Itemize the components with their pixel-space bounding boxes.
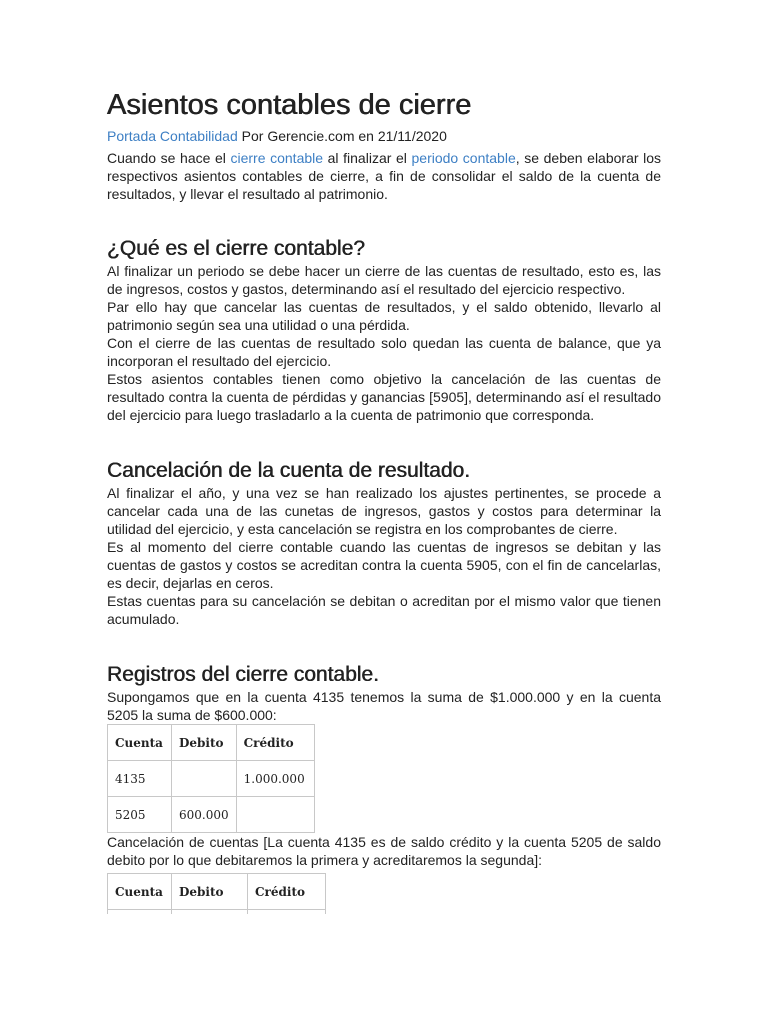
article <box>107 88 661 914</box>
paragraph: Estos asientos contables tienen como objetivo la cancelación de las cuentas de resultado contra la cuenta de pérdidas y ganancias [5905], determinando así el resultado del ejercicio para luego trasladarlo a la cuenta de patrimonio que corresponda. <box>107 371 661 423</box>
paragraph: Con el cierre de las cuentas de resultado solo quedan las cuenta de balance, que ya incorporan el resultado del ejercicio. <box>107 335 661 369</box>
section-heading-cierre: ¿Qué es el cierre contable? <box>107 237 365 260</box>
paragraph: Supongamos que en la cuenta 4135 tenemos la suma de $1.000.000 y en la cuenta 5205 la suma de $600.000: <box>107 689 661 723</box>
ledger-table-1 <box>107 724 315 833</box>
table-row <box>108 797 315 833</box>
byline <box>107 127 661 145</box>
paragraph: Par ello hay que cancelar las cuentas de resultados, y el saldo obtenido, llevarlo al patrimonio según sea una utilidad o una pérdida. <box>107 299 661 333</box>
intro-paragraph <box>107 149 661 203</box>
paragraph: Estas cuentas para su cancelación se debitan o acreditan por el mismo valor que tienen acumulado. <box>107 593 661 627</box>
section-heading-registros: Registros del cierre contable. <box>107 663 379 686</box>
column-header: Cuenta <box>108 725 172 761</box>
table-cell <box>248 910 326 915</box>
column-header: Debito <box>172 725 237 761</box>
column-header: Debito <box>172 874 248 910</box>
section-body-registros <box>107 688 661 914</box>
table-cell: 600.000 <box>172 797 237 833</box>
paragraph: Es al momento del cierre contable cuando las cuentas de ingresos se debitan y las cuentas de gastos y costos se acreditan contra la cuenta 5905, con el fin de cancelarlas, es decir, dejarlas en ceros. <box>107 539 661 591</box>
table-row <box>108 761 315 797</box>
section-body-cancelacion <box>107 484 661 628</box>
column-header: Cuenta <box>108 874 172 910</box>
table-cell <box>172 761 237 797</box>
table-cell <box>236 797 314 833</box>
intro-text-1: Cuando se hace el <box>107 150 231 166</box>
section-heading-cancelacion: Cancelación de la cuenta de resultado. <box>107 459 471 482</box>
table-2-clip <box>107 873 661 914</box>
intro-text-2: al finalizar el <box>323 150 412 166</box>
paragraph: Al finalizar un periodo se debe hacer un cierre de las cuentas de resultado, esto es, las de ingresos, costos y gastos, determinando así el resultado del ejercicio respectivo. <box>107 263 661 297</box>
cierre-contable-link[interactable]: cierre contable <box>230 150 324 166</box>
paragraph: Al finalizar el año, y una vez se han realizado los ajustes pertinentes, se procede a cancelar cada una de las cunetas de ingresos, gastos y costos para determinar la utilidad del ejercicio, y esta cancelación se registra en los comprobantes de cierre. <box>107 485 661 537</box>
table-cell: 1.000.000 <box>236 761 314 797</box>
table-cell <box>108 910 172 915</box>
paragraph: Cancelación de cuentas [La cuenta 4135 es de saldo crédito y la cuenta 5205 de saldo debito por lo que debitaremos la primera y acreditaremos la segunda]: <box>107 834 661 868</box>
category-link[interactable]: Portada Contabilidad <box>107 128 238 144</box>
page-title: Asientos contables de cierre <box>107 89 472 121</box>
ledger-table-2 <box>107 873 326 914</box>
section-body-cierre <box>107 262 661 424</box>
column-header: Crédito <box>236 725 314 761</box>
table-row <box>108 910 326 915</box>
column-header: Crédito <box>248 874 326 910</box>
intro-text-3: , se deben elaborar los respectivos asientos contables de cierre, a fin de consolidar el saldo de la cuenta de resultados, y llevar el resultado al patrimonio. <box>107 150 662 202</box>
byline-author-date: Por Gerencie.com en 21/11/2020 <box>237 128 447 144</box>
table-cell: 5205 <box>108 797 172 833</box>
table-header-row <box>108 874 326 910</box>
table-header-row <box>108 725 315 761</box>
periodo-contable-link[interactable]: periodo contable <box>411 150 516 166</box>
table-cell <box>172 910 248 915</box>
table-cell: 4135 <box>108 761 172 797</box>
